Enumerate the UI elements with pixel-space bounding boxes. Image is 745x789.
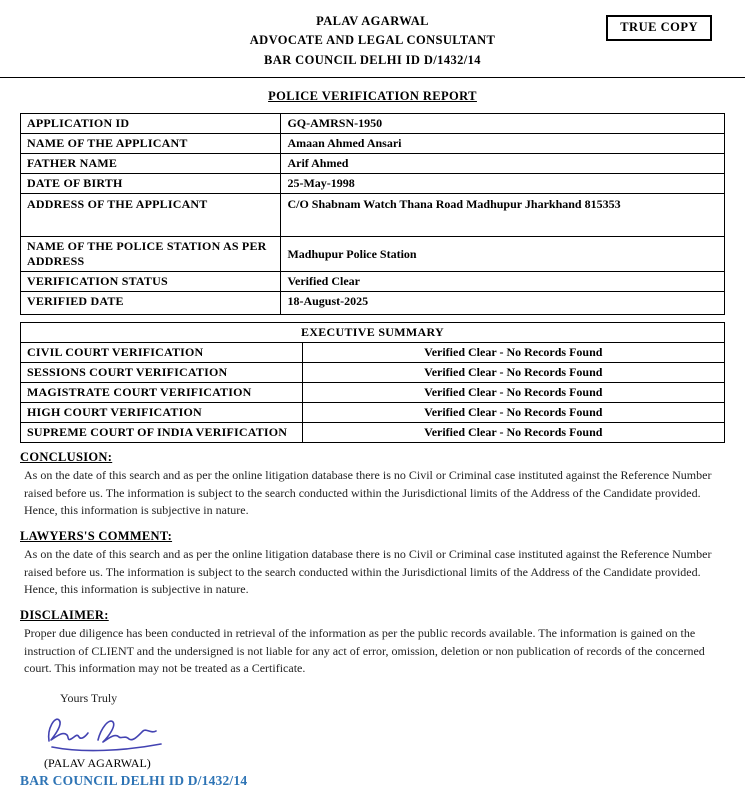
detail-label: VERIFICATION STATUS bbox=[21, 272, 281, 292]
verification-label: SESSIONS COURT VERIFICATION bbox=[21, 363, 303, 383]
signatory-name: (PALAV AGARWAL) bbox=[44, 755, 151, 770]
verification-label: MAGISTRATE COURT VERIFICATION bbox=[21, 383, 303, 403]
detail-label: DATE OF BIRTH bbox=[21, 174, 281, 194]
signature-image bbox=[42, 710, 745, 756]
table-row bbox=[21, 237, 725, 272]
conclusion-heading: CONCLUSION: bbox=[20, 450, 113, 465]
table-row bbox=[21, 323, 725, 343]
conclusion-text: As on the date of this search and as per the online litigation database there is no Civil or Criminal case instituted against the Reference Number raised before us. The information is subject to the search conducted within the Jurisdictional limits of the Address of the Candidate provided. Hence, this information is subjective in nature. bbox=[24, 468, 712, 517]
table-row bbox=[21, 343, 725, 363]
table-row bbox=[21, 292, 725, 315]
detail-value: Madhupur Police Station bbox=[281, 237, 725, 272]
conclusion-section bbox=[20, 450, 725, 519]
executive-summary-title: EXECUTIVE SUMMARY bbox=[21, 323, 725, 343]
executive-summary-table bbox=[20, 322, 725, 443]
table-row bbox=[21, 114, 725, 134]
detail-label: FATHER NAME bbox=[21, 154, 281, 174]
table-row bbox=[21, 363, 725, 383]
closing-line: Yours Truly bbox=[60, 690, 118, 705]
lawyers-comment-heading: LAWYERS'S COMMENT: bbox=[20, 529, 173, 544]
detail-label: NAME OF THE APPLICANT bbox=[21, 134, 281, 154]
verification-value: Verified Clear - No Records Found bbox=[302, 383, 724, 403]
advocate-bar-id: BAR COUNCIL DELHI ID D/1432/14 bbox=[264, 52, 481, 67]
detail-label: VERIFIED DATE bbox=[21, 292, 281, 315]
verification-label: CIVIL COURT VERIFICATION bbox=[21, 343, 303, 363]
verification-value: Verified Clear - No Records Found bbox=[302, 363, 724, 383]
verification-value: Verified Clear - No Records Found bbox=[302, 423, 724, 443]
true-copy-stamp: TRUE COPY bbox=[606, 15, 712, 41]
disclaimer-text: Proper due diligence has been conducted in retrieval of the information as per the public records available. The information is gained on the instruction of CLIENT and the undersigned is not liable for any act of error, omission, deletion or non publication of records of the concerned court. This information may not be treated as a Certificate. bbox=[24, 626, 705, 676]
detail-value: Verified Clear bbox=[281, 272, 725, 292]
table-row bbox=[21, 383, 725, 403]
lawyers-comment-section bbox=[20, 529, 725, 598]
table-row bbox=[21, 272, 725, 292]
advocate-name: PALAV AGARWAL bbox=[316, 14, 429, 28]
advocate-title: ADVOCATE AND LEGAL CONSULTANT bbox=[249, 33, 496, 48]
lawyers-comment-text: As on the date of this search and as per the online litigation database there is no Civil or Criminal case instituted against the Reference Number raised before us. The information is subject to the search conducted within the Jurisdictional limits of the Address of the Candidate provided. Hence, this information is subjective in nature. bbox=[24, 547, 712, 597]
detail-label: NAME OF THE POLICE STATION AS PER ADDRESS bbox=[21, 237, 281, 272]
verification-value: Verified Clear - No Records Found bbox=[302, 343, 724, 363]
verification-label: SUPREME COURT OF INDIA VERIFICATION bbox=[21, 423, 303, 443]
header-divider bbox=[0, 77, 745, 78]
table-row bbox=[21, 154, 725, 174]
table-row bbox=[21, 403, 725, 423]
verification-label: HIGH COURT VERIFICATION bbox=[21, 403, 303, 423]
detail-label: APPLICATION ID bbox=[21, 114, 281, 134]
detail-value: 25-May-1998 bbox=[281, 174, 725, 194]
disclaimer-section bbox=[20, 608, 725, 677]
detail-value: C/O Shabnam Watch Thana Road Madhupur Jharkhand 815353 bbox=[281, 194, 725, 237]
detail-value: Amaan Ahmed Ansari bbox=[281, 134, 725, 154]
table-row bbox=[21, 423, 725, 443]
applicant-details-table bbox=[20, 113, 725, 315]
detail-value: Arif Ahmed bbox=[281, 154, 725, 174]
detail-label: ADDRESS OF THE APPLICANT bbox=[21, 194, 281, 237]
verification-value: Verified Clear - No Records Found bbox=[302, 403, 724, 423]
disclaimer-heading: DISCLAIMER: bbox=[20, 608, 109, 623]
table-row bbox=[21, 174, 725, 194]
detail-value: 18-August-2025 bbox=[281, 292, 725, 315]
report-title: POLICE VERIFICATION REPORT bbox=[268, 89, 477, 104]
table-row bbox=[21, 134, 725, 154]
table-row bbox=[21, 194, 725, 237]
footer-bar-council-id: BAR COUNCIL DELHI ID D/1432/14 bbox=[20, 772, 248, 788]
detail-value: GQ-AMRSN-1950 bbox=[281, 114, 725, 134]
